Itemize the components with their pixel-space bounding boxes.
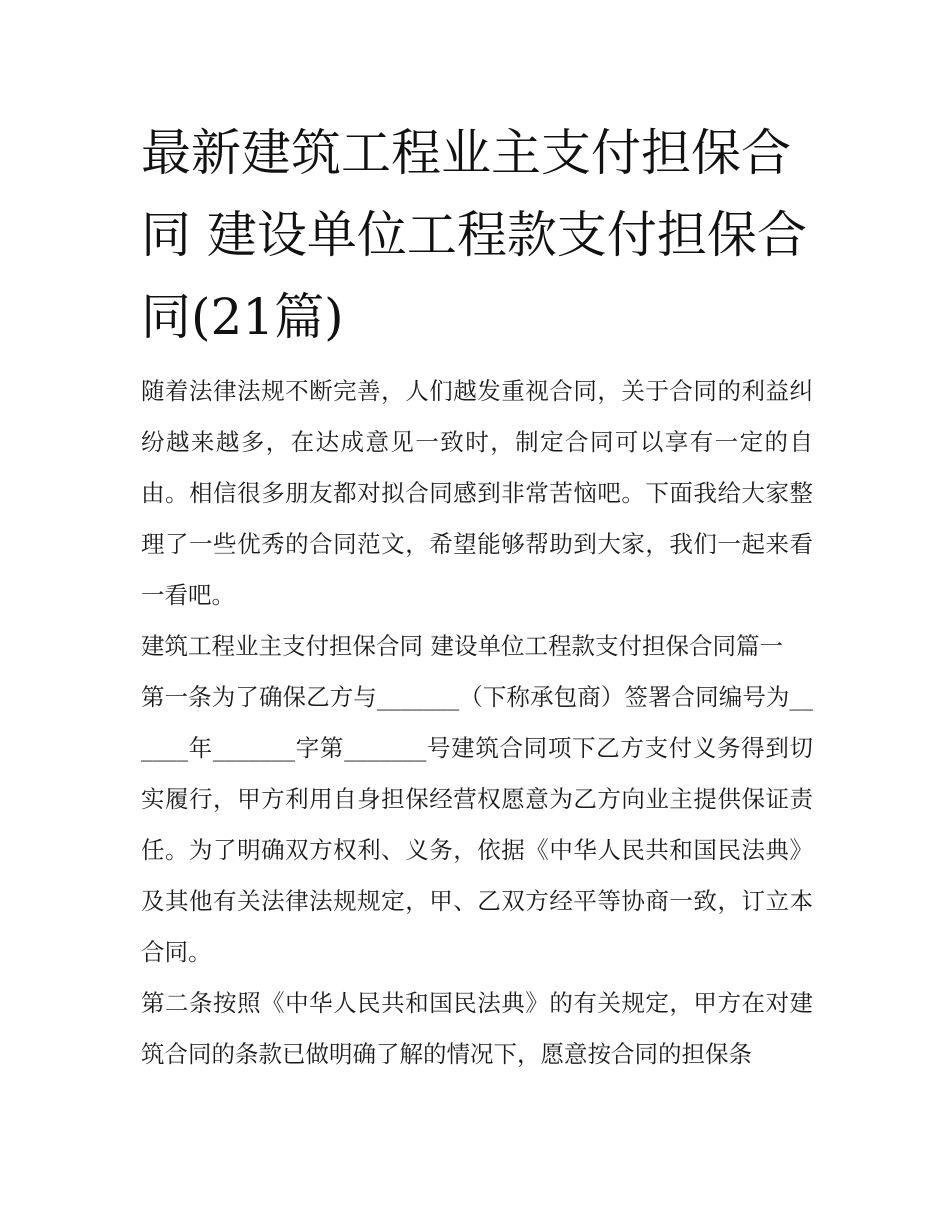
document-title: 最新建筑工程业主支付担保合同 建设单位工程款支付担保合同(21篇) (141, 124, 807, 346)
article-1-paragraph: 第一条为了确保乙方与_______（下称承包商）签署合同编号为______年_______字第_______号建筑合同项下乙方支付义务得到切实履行，甲方利用自身担保经营权愿意为乙方向业主提供保证责任。为了明确双方权利、义务，依据《中华人民共和国民法典》及其他有关法律法规规定，甲、乙双方经平等协商一致，订立本合同。 (141, 683, 813, 966)
document-page (141, 112, 813, 1080)
section-heading: 建筑工程业主支付担保合同 建设单位工程款支付担保合同篇一 (141, 632, 783, 660)
intro-paragraph: 随着法律法规不断完善，人们越发重视合同，关于合同的利益纠纷越来越多，在达成意见一致时，制定合同可以享有一定的自由。相信很多朋友都对拟合同感到非常苦恼吧。下面我给大家整理了一些优秀的合同范文，希望能够帮助到大家，我们一起来看一看吧。 (141, 377, 813, 609)
article-2-paragraph: 第二条按照《中华人民共和国民法典》的有关规定，甲方在对建筑合同的条款已做明确了解的情况下，愿意按合同的担保条 (141, 989, 813, 1068)
